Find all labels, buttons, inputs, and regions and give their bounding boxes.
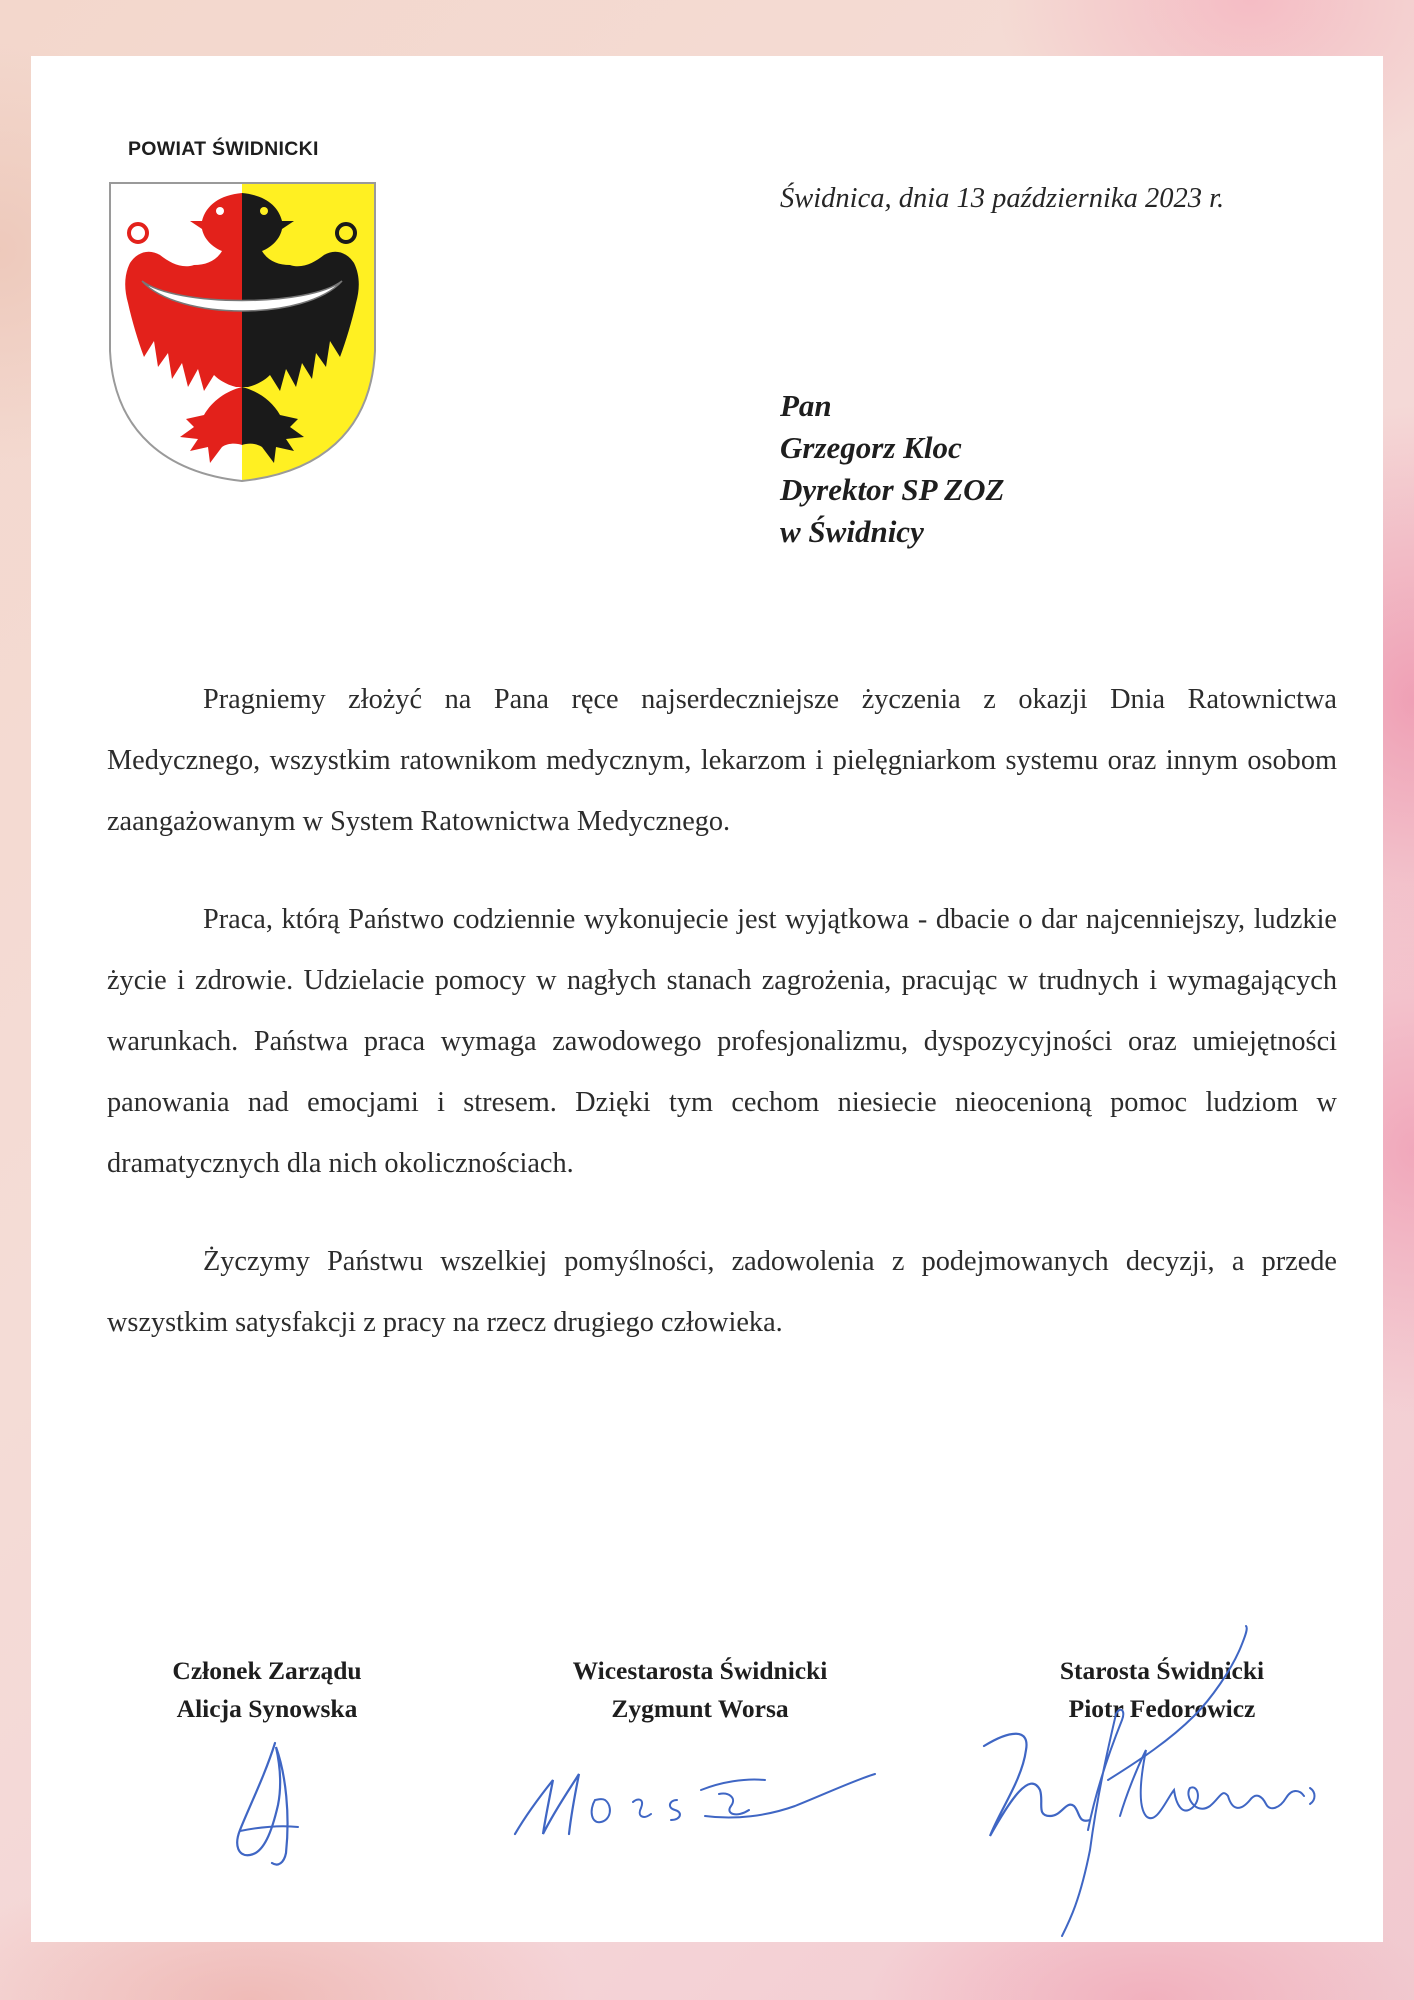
- emblem-title: POWIAT ŚWIDNICKI: [128, 138, 319, 160]
- handwritten-signature-3: [970, 1620, 1340, 1950]
- recipient-block: [780, 385, 1004, 553]
- recipient-location: w Świdnicy: [780, 514, 924, 549]
- coat-of-arms-icon: [108, 181, 377, 483]
- recipient-position: Dyrektor SP ZOZ: [780, 472, 1005, 507]
- signature-name: Alicja Synowska: [176, 1694, 358, 1723]
- letter-date: Świdnica, dnia 13 października 2023 r.: [780, 183, 1225, 214]
- signature-title: Starosta Świdnicki: [1059, 1656, 1265, 1685]
- recipient-salutation: Pan: [780, 388, 832, 423]
- recipient-name: Grzegorz Kloc: [780, 430, 962, 465]
- paragraph-3: Życzymy Państwu wszelkiej pomyślności, zadowolenia z podejmowanych decyzji, a przede wszystkim satysfakcji z pracy na rzecz drugiego człowieka.: [107, 1246, 1337, 1338]
- signature-block-member: [57, 1652, 477, 1728]
- paragraph-1: Pragniemy złożyć na Pana ręce najserdeczniejsze życzenia z okazji Dnia Ratownictwa Medycznego, wszystkim ratownikom medycznym, lekarzom i pielęgniarkom systemu oraz innym osobom zaangażowanym w System Ratownictwa Medycznego.: [107, 684, 1337, 837]
- signature-title: Członek Zarządu: [172, 1656, 362, 1685]
- signature-name: Zygmunt Worsa: [611, 1694, 789, 1723]
- signature-name: Piotr Fedorowicz: [1068, 1694, 1256, 1723]
- paragraph-2: Praca, którą Państwo codziennie wykonujecie jest wyjątkowa - dbacie o dar najcenniejszy, ludzkie życie i zdrowie. Udzielacie pomocy w nagłych stanach zagrożenia, pracując w trudnych i wymagających warunkach. Państwa praca wymaga zawodowego profesjonalizmu, dyspozycyjności oraz umiejętności panowania nad emocjami i stresem. Dzięki tym cechom niesiecie nieocenioną pomoc ludziom w dramatycznych dla nich okolicznościach.: [107, 904, 1337, 1179]
- handwritten-signature-1: [220, 1735, 320, 1875]
- handwritten-signature-2: [505, 1730, 885, 1850]
- signature-block-vice-starost: [490, 1652, 910, 1728]
- signature-title: Wicestarosta Świdnicki: [572, 1656, 828, 1685]
- letter-body: [107, 669, 1337, 1353]
